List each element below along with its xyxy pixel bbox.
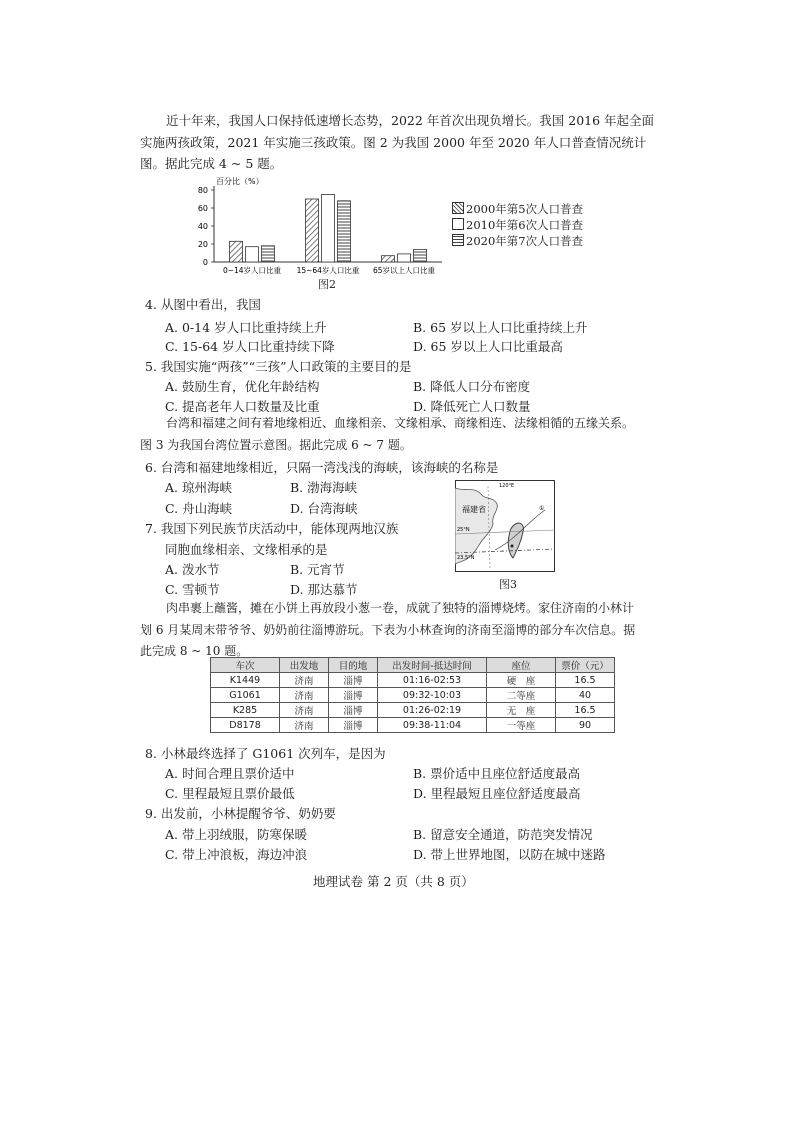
- q5-option-c[interactable]: C. 提高老年人口数量及比重: [165, 399, 320, 414]
- y-tick-label: 20: [197, 240, 208, 249]
- table-row: G1061 济南 淄博 09:32-10:03 二等座 40: [211, 688, 615, 703]
- location-point: [511, 545, 514, 548]
- q7-option-a[interactable]: A. 泼水节: [165, 562, 220, 577]
- bar: [246, 247, 259, 262]
- q5-option-b[interactable]: B. 降低人口分布密度: [413, 379, 531, 394]
- intro-paragraph-population: 近十年来，我国人口保持低速增长态势，2022 年首次出现负增长。我国 2016 年起全面实施两孩政策，2021 年实施三孩政策。图 2 为我国 2000 年至 2020 年人口普查情况统计图。据此完成 4 ~ 5 题。: [140, 113, 655, 171]
- bar: [414, 249, 427, 262]
- bar: [230, 241, 243, 262]
- question-5-stem: 5. 我国实施“两孩”“三孩”人口政策的主要目的是: [145, 359, 412, 374]
- q4-option-b[interactable]: B. 65 岁以上人口比重持续上升: [413, 320, 588, 335]
- q7-option-d[interactable]: D. 那达慕节: [290, 582, 358, 597]
- q9-option-b[interactable]: B. 留意安全通道，防范突发情况: [413, 827, 593, 842]
- q4-option-d[interactable]: D. 65 岁以上人口比重最高: [413, 339, 563, 354]
- table-header-row: [211, 658, 615, 673]
- col-origin: 出发地: [280, 658, 329, 673]
- bar: [382, 256, 395, 262]
- population-census-bar-chart: [188, 170, 450, 288]
- question-8-stem: 8. 小林最终选择了 G1061 次列车，是因为: [145, 746, 386, 761]
- figure-2-caption: 图2: [318, 278, 336, 291]
- q4-option-a[interactable]: A. 0-14 岁人口比重持续上升: [165, 320, 327, 335]
- table-row: D8178 济南 淄博 09:38-11:04 一等座 90: [211, 718, 615, 733]
- y-tick-label: 0: [202, 258, 208, 267]
- legend-item-2000: 2000年第5次人口普查: [452, 201, 583, 217]
- q8-option-a[interactable]: A. 时间合理且票价适中: [165, 766, 295, 781]
- page-footer: 地理试卷 第 2 页（共 8 页）: [313, 874, 474, 889]
- question-6-stem: 6. 台湾和福建地缘相近，只隔一湾浅浅的海峡，该海峡的名称是: [145, 460, 499, 475]
- q6-option-a[interactable]: A. 琼州海峡: [165, 480, 232, 495]
- blank-pattern-icon: [452, 218, 464, 230]
- label-marker: ①: [539, 505, 545, 512]
- q9-option-d[interactable]: D. 带上世界地图，以防在城中迷路: [413, 847, 606, 862]
- x-tick-label: 0~14岁人口比重: [222, 266, 282, 275]
- taiwan-location-map: [455, 480, 555, 572]
- bar: [322, 195, 335, 263]
- train-schedule-table: [210, 657, 615, 733]
- label-fujian: 福建省: [462, 505, 486, 514]
- q9-option-a[interactable]: A. 带上羽绒服，防寒保暖: [165, 827, 307, 842]
- label-longitude: 120°E: [499, 483, 515, 489]
- q7-option-c[interactable]: C. 雪顿节: [165, 582, 220, 597]
- q4-option-c[interactable]: C. 15-64 岁人口比重持续下降: [165, 339, 335, 354]
- question-9-stem: 9. 出发前，小林提醒爷爷、奶奶要: [145, 806, 336, 821]
- figure-3-caption: 图3: [499, 578, 517, 591]
- horizontal-lines-pattern-icon: [452, 234, 464, 246]
- label-lat-23-5: 23.5°N: [457, 555, 475, 561]
- q5-option-d[interactable]: D. 降低死亡人口数量: [413, 399, 531, 414]
- y-axis-label: 百分比（%）: [216, 177, 264, 186]
- col-train-no: 车次: [211, 658, 280, 673]
- q8-option-d[interactable]: D. 里程最短且座位舒适度最高: [413, 786, 581, 801]
- q7-option-b[interactable]: B. 元宵节: [290, 562, 345, 577]
- bar: [306, 199, 319, 262]
- bar: [262, 246, 275, 262]
- x-tick-label: 15~64岁人口比重: [296, 266, 360, 275]
- y-tick-label: 60: [197, 204, 208, 213]
- q5-option-a[interactable]: A. 鼓励生育，优化年龄结构: [165, 379, 320, 394]
- question-7-stem-line-2: 同胞血缘相亲、文缘相承的是: [165, 542, 328, 557]
- bar: [338, 201, 351, 262]
- question-4-stem: 4. 从图中看出，我国: [145, 297, 261, 312]
- y-tick-label: 40: [197, 222, 208, 231]
- table-row: K285 济南 淄博 01:26-02:19 无 座 16.5: [211, 703, 615, 718]
- q8-option-c[interactable]: C. 里程最短且票价最低: [165, 786, 295, 801]
- intro-paragraph-zibo: 肉串裹上蘸酱，摊在小饼上再放段小葱一卷，成就了独特的淄博烧烤。家住济南的小林计划 6 月某周末带爷爷、奶奶前往淄博游玩。下表为小林查询的济南至淄博的部分车次信息。据此完成 8 ~ 10 题。: [140, 601, 636, 658]
- legend-item-2010: 2010年第6次人口普查: [452, 217, 583, 233]
- col-seat: 座位: [487, 658, 556, 673]
- q6-option-d[interactable]: D. 台湾海峡: [290, 501, 358, 516]
- legend-item-2020: 2020年第7次人口普查: [452, 233, 583, 249]
- col-price: 票价（元）: [556, 658, 615, 673]
- q9-option-c[interactable]: C. 带上冲浪板，海边冲浪: [165, 847, 308, 862]
- intro-paragraph-taiwan: 台湾和福建之间有着地缘相近、血缘相亲、文缘相承、商缘相连、法缘相循的五缘关系。图 3 为我国台湾位置示意图。据此完成 6 ~ 7 题。: [140, 416, 635, 452]
- y-tick-label: 80: [197, 186, 208, 195]
- bar: [398, 254, 411, 262]
- q6-option-b[interactable]: B. 渤海海峡: [290, 480, 358, 495]
- q8-option-b[interactable]: B. 票价适中且座位舒适度最高: [413, 766, 581, 781]
- label-lat-25: 25°N: [457, 527, 470, 533]
- table-row: K1449 济南 淄博 01:16-02:53 硬 座 16.5: [211, 673, 615, 688]
- col-destination: 目的地: [329, 658, 378, 673]
- hatch-pattern-icon: [452, 202, 464, 214]
- col-time: 出发时间-抵达时间: [378, 658, 487, 673]
- x-tick-label: 65岁以上人口比重: [372, 266, 436, 275]
- q6-option-c[interactable]: C. 舟山海峡: [165, 501, 233, 516]
- question-7-stem-line-1: 7. 我国下列民族节庆活动中，能体现两地汉族: [145, 521, 399, 536]
- chart-bars: [230, 195, 427, 263]
